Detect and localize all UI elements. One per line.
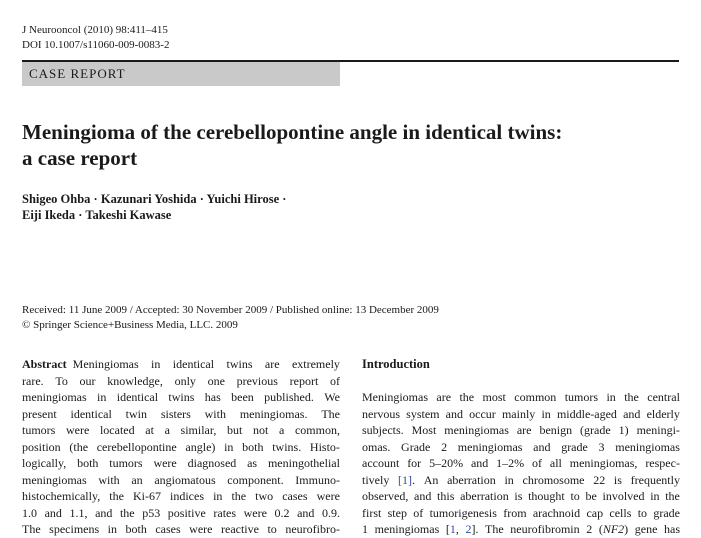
- abstract-line: rare. To our knowledge, only one previous report of: [22, 373, 340, 388]
- abstract-line: meningiomas with an angiomatous component. Immuno-: [22, 472, 340, 487]
- abstract-line: Abstract Meningiomas in identical twins are extremely: [22, 357, 340, 371]
- intro-line: account for 5–20% and 1–2% of all meningiomas, respec-: [362, 456, 680, 470]
- citation-link[interactable]: [1]: [398, 472, 413, 487]
- authors-line-2: Eiji Ikeda · Takeshi Kawase: [22, 208, 172, 222]
- publication-dates: Received: 11 June 2009 / Accepted: 30 November 2009 / Published online: 13 December 2009: [22, 304, 439, 316]
- title-line-1: Meningioma of the cerebellopontine angle in identical twins:: [22, 120, 563, 144]
- doi: DOI 10.1007/s11060-009-0083-2: [22, 39, 170, 51]
- journal-citation: J Neurooncol (2010) 98:411–415: [22, 24, 168, 36]
- article-history: [22, 303, 439, 333]
- article-title: [22, 119, 672, 171]
- abstract-line: The specimens in both cases were reactive to neurofibro-: [22, 522, 340, 536]
- intro-line: tively [1]. An aberration in chromosome 22 is frequently: [362, 472, 680, 487]
- introduction-column: [362, 356, 680, 538]
- abstract-line: position (the cerebellopontine angle) in both twins. Histo-: [22, 439, 340, 454]
- author-list: [22, 191, 422, 223]
- abstract-line: present identical twin sisters with meningiomas. The: [22, 406, 340, 421]
- journal-header: [22, 23, 169, 53]
- abstract-line: logically, both tumors were diagnosed as meningothelial: [22, 456, 340, 470]
- citation-link[interactable]: 1: [449, 522, 456, 536]
- intro-line: omas. Grade 2 meningiomas and grade 3 meningiomas: [362, 439, 680, 454]
- intro-line: observed, and this aberration is thought to be involved in the: [362, 489, 680, 503]
- intro-line: 1 meningiomas [1, 2]. The neurofibromin 2 (NF2) gene has: [362, 522, 680, 536]
- title-line-2: a case report: [22, 146, 138, 170]
- abstract-line: histochemically, the Ki-67 indices in the two cases were: [22, 489, 340, 503]
- intro-line: first step of tumorigenesis from arachnoid cap cells to grade: [362, 505, 680, 520]
- article-type-banner: CASE REPORT: [22, 62, 340, 86]
- authors-line-1: Shigeo Ohba · Kazunari Yoshida · Yuichi Hirose ·: [22, 192, 287, 206]
- abstract-label: Abstract: [22, 357, 67, 371]
- intro-line: nervous system and occur mainly in middle-aged and elderly: [362, 406, 680, 421]
- abstract-first-words: Meningiomas: [72, 357, 139, 371]
- abstract-line: meningiomas in identical twins has been published. We: [22, 390, 340, 404]
- intro-line: Meningiomas are the most common tumors in the central: [362, 390, 680, 404]
- abstract-line: tumors were located at a similar, but not a common,: [22, 423, 340, 437]
- intro-line: subjects. Most meningiomas are benign (grade 1) meningi-: [362, 423, 680, 437]
- introduction-heading: Introduction: [362, 357, 430, 371]
- citation-link[interactable]: 2: [465, 522, 472, 536]
- abstract-line: 1.0 and 1.1, and the p53 positive rates were 0.2 and 0.9.: [22, 505, 340, 520]
- abstract-column: [22, 356, 340, 538]
- copyright-notice: © Springer Science+Business Media, LLC. 2009: [22, 319, 238, 331]
